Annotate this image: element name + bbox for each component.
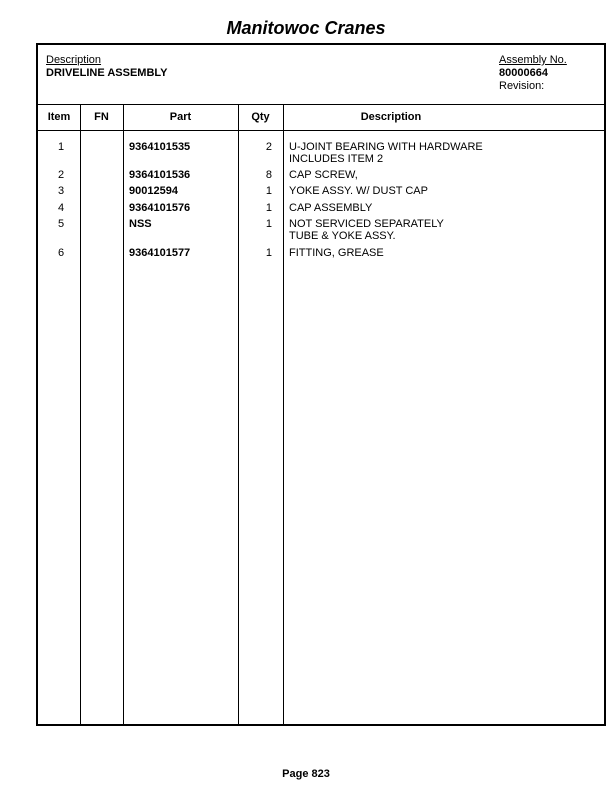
page-title: Manitowoc Cranes: [226, 18, 386, 38]
row-description-extra: INCLUDES ITEM 2: [289, 153, 384, 165]
row-part-number: 9364101536: [129, 169, 191, 181]
column-divider: [80, 104, 81, 724]
row-qty: 1: [265, 247, 272, 259]
row-qty: 1: [265, 218, 272, 230]
row-part-number: 9364101535: [129, 141, 191, 153]
assembly-number-block: [499, 54, 567, 93]
parts-table-frame: [36, 43, 606, 726]
row-item: 1: [57, 141, 65, 153]
column-header-description: Description: [360, 111, 422, 123]
row-description: CAP SCREW,: [289, 169, 358, 181]
row-description-extra: TUBE & YOKE ASSY.: [289, 230, 396, 242]
description-label: Description: [46, 54, 102, 66]
row-item: 2: [57, 169, 65, 181]
column-header-fn: FN: [94, 111, 109, 123]
row-part-number: 9364101577: [129, 247, 191, 259]
assembly-number-label: Assembly No.: [499, 54, 567, 66]
column-divider: [238, 104, 239, 724]
row-qty: 2: [265, 141, 272, 153]
row-item: 5: [57, 218, 65, 230]
row-description: YOKE ASSY. W/ DUST CAP: [289, 185, 428, 197]
column-divider: [283, 104, 284, 724]
row-qty: 1: [265, 185, 272, 197]
row-description: CAP ASSEMBLY: [289, 202, 373, 214]
column-divider: [123, 104, 124, 724]
row-qty: 8: [265, 169, 272, 181]
row-qty: 1: [265, 202, 272, 214]
row-item: 3: [57, 185, 65, 197]
column-header-item: Item: [47, 111, 71, 123]
row-part-number: NSS: [129, 218, 152, 230]
description-value: DRIVELINE ASSEMBLY: [46, 67, 168, 79]
row-item: 6: [57, 247, 65, 259]
row-description: U-JOINT BEARING WITH HARDWARE: [289, 141, 483, 153]
assembly-number-value: 80000664: [499, 67, 548, 79]
page-number: Page 823: [282, 768, 330, 780]
row-description: FITTING, GREASE: [289, 247, 384, 259]
assembly-description-block: [46, 54, 167, 80]
row-part-number: 90012594: [129, 185, 178, 197]
revision-label: Revision:: [499, 80, 545, 92]
row-part-number: 9364101576: [129, 202, 191, 214]
row-item: 4: [57, 202, 65, 214]
column-header-qty: Qty: [251, 111, 270, 123]
column-header-part: Part: [169, 111, 192, 123]
row-description: NOT SERVICED SEPARATELY: [289, 218, 444, 230]
